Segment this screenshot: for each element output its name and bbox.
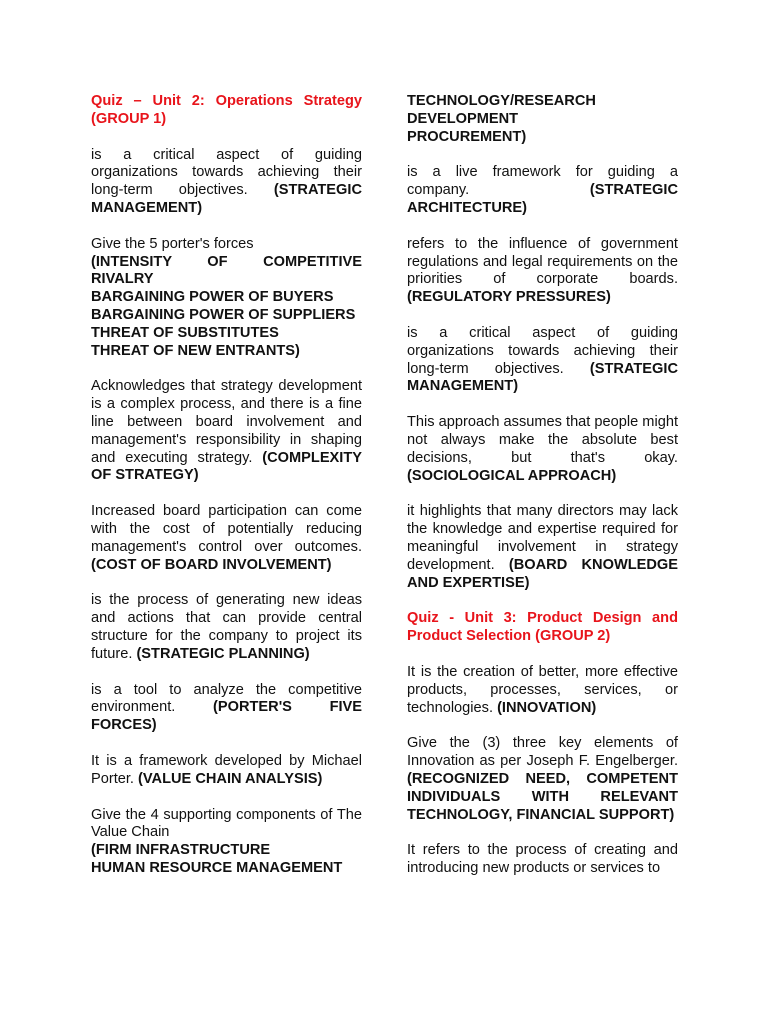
answer-text: (INNOVATION) xyxy=(497,699,597,716)
answer-text: (VALUE CHAIN ANALYSIS) xyxy=(138,770,323,787)
question-text: Give the 4 supporting components of The Value Chain xyxy=(91,806,362,841)
answer-list xyxy=(91,254,362,361)
question-value-chain-components xyxy=(91,807,362,878)
answer-text: (SOCIOLOGICAL APPROACH) xyxy=(407,467,617,484)
answer-text: (COST OF BOARD INVOLVEMENT) xyxy=(91,556,332,573)
question-text: This approach assumes that people might not always make the absolute best decisions, but that's okay. xyxy=(407,414,678,466)
question-text: is the process of generating new ideas and actions that can provide central structure for the company to project its future. xyxy=(91,592,362,662)
answer-line: (INTENSITY OF COMPETITIVE xyxy=(91,253,362,270)
answer-text: (RECOGNIZED NEED, COMPETENT INDIVIDUALS WITH RELEVANT TECHNOLOGY, FINANCIAL SUPPORT) xyxy=(407,770,678,823)
answer-text: (PORTER'S FIVE FORCES) xyxy=(91,699,363,734)
answer-line: DEVELOPMENT xyxy=(407,110,519,127)
unit2-heading: Quiz – Unit 2: Operations Strategy (GROUP 1) xyxy=(91,93,362,127)
answer-list xyxy=(91,842,362,878)
answer-text: (STRATEGIC MANAGEMENT) xyxy=(91,182,362,216)
question-board-knowledge xyxy=(407,503,678,592)
answer-line: THREAT OF NEW ENTRANTS) xyxy=(91,342,300,359)
question-strategic-planning xyxy=(91,592,362,663)
question-strategic-architecture xyxy=(407,164,678,217)
question-strategic-management xyxy=(91,147,362,218)
answer-line: THREAT OF SUBSTITUTES xyxy=(91,324,279,341)
question-text: Give the 5 porter's forces xyxy=(91,235,254,252)
answer-text: (COMPLEXITY OF STRATEGY) xyxy=(91,449,362,484)
question-text: is a critical aspect of guiding organizations towards achieving their long-term objectives. xyxy=(407,324,678,377)
question-text: is a critical aspect of guiding organizations towards achieving their long-term objectives. xyxy=(91,146,362,199)
answer-continuation xyxy=(407,93,678,146)
question-text: It is the creation of better, more effective products, processes, services, or technologies. xyxy=(407,663,678,716)
question-value-chain-analysis xyxy=(91,753,362,789)
answer-line: (FIRM INFRASTRUCTURE xyxy=(91,842,271,859)
answer-text: (REGULATORY PRESSURES) xyxy=(407,289,611,306)
question-text: Increased board participation can come with the cost of potentially reducing management's control over outcomes. xyxy=(91,503,362,555)
answer-text: (STRATEGIC MANAGEMENT) xyxy=(407,360,678,395)
question-text: Give the (3) three key elements of Innovation as per Joseph F. Engelberger. xyxy=(407,735,678,770)
question-regulatory-pressures xyxy=(407,236,678,307)
question-product-development xyxy=(407,842,678,878)
question-sociological-approach xyxy=(407,414,678,485)
question-porters-five-forces xyxy=(91,682,362,735)
question-text: It is a framework developed by Michael Porter. xyxy=(91,752,362,787)
question-text: it highlights that many directors may lack the knowledge and expertise required for meaningful involvement in strategy development. xyxy=(407,503,678,573)
question-cost-of-board-involvement xyxy=(91,503,362,574)
left-column xyxy=(91,93,362,896)
right-column xyxy=(407,93,678,896)
question-innovation xyxy=(407,664,678,717)
question-strategic-management-2 xyxy=(407,325,678,396)
question-porters-forces xyxy=(91,236,362,361)
answer-line: TECHNOLOGY/RESEARCH xyxy=(407,93,596,109)
question-text: is a live framework for guiding a company. xyxy=(407,164,678,199)
answer-text: (BOARD KNOWLEDGE AND EXPERTISE) xyxy=(407,556,678,591)
question-text: It refers to the process of creating and introducing new products or services to xyxy=(407,842,678,877)
question-innovation-elements xyxy=(407,735,678,824)
question-text: Acknowledges that strategy development is a complex process, and there is a fine line between board involvement and management's responsibility in shaping and executing strategy. xyxy=(91,378,362,466)
answer-line: PROCUREMENT) xyxy=(407,128,527,145)
answer-line: BARGAINING POWER OF BUYERS xyxy=(91,289,334,306)
answer-line: RIVALRY xyxy=(91,271,154,288)
question-complexity-of-strategy xyxy=(91,378,362,485)
unit3-heading: Quiz - Unit 3: Product Design and Product Selection (GROUP 2) xyxy=(407,610,678,645)
answer-line: HUMAN RESOURCE MANAGEMENT xyxy=(91,859,343,876)
question-text: is a tool to analyze the competitive environment. xyxy=(91,681,362,716)
answer-line: BARGAINING POWER OF SUPPLIERS xyxy=(91,306,356,323)
answer-text: (STRATEGIC PLANNING) xyxy=(136,645,310,662)
question-text: refers to the influence of government regulations and legal requirements on the priorities of corporate boards. xyxy=(407,235,678,288)
answer-text: (STRATEGIC ARCHITECTURE) xyxy=(407,182,678,216)
